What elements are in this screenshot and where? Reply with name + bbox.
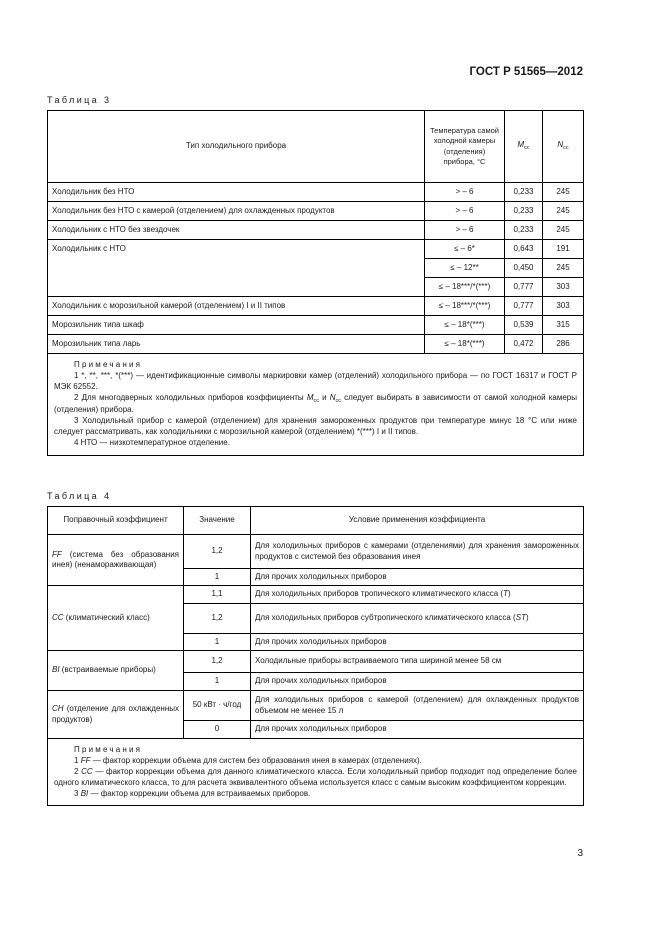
text-fragment: ) [507, 589, 511, 599]
table-cell: Для прочих холодильных приборов [251, 569, 584, 586]
text-fragment: CH [52, 704, 64, 714]
text-fragment: CC [52, 612, 64, 622]
table-cell: 0,472 [505, 335, 543, 354]
text-fragment: M [306, 392, 314, 402]
table-row [48, 221, 584, 240]
table-cell: 303 [543, 297, 584, 316]
document-code: ГОСТ Р 51565—2012 [469, 66, 583, 78]
table-cell: Холодильник без НТО с камерой (отделением) для охлажденных продуктов [48, 202, 425, 221]
table-4 [47, 506, 584, 806]
table3-notes-row [48, 354, 584, 456]
text-fragment: — фактор коррекции объема для данного климатического класса. Если холодильный прибор подходит под определение более одного климатического класса, то для расчета эквивалентного объема используется класс с самым высоким коэффициентом коррекции. [54, 766, 577, 787]
table3-notes [48, 354, 584, 456]
coef-ff [48, 535, 184, 586]
text-fragment: cc [563, 145, 569, 152]
table3-header-type: Тип холодильного прибора [48, 111, 425, 183]
table-cell: Холодильник с морозильной камерой (отделением) I и II типов [48, 297, 425, 316]
text-fragment: BI [52, 665, 60, 675]
text-fragment: M [517, 140, 525, 150]
table-cell: ≤ – 18***/*(***) [425, 278, 505, 297]
table-cell: 0,643 [505, 240, 543, 259]
table-cell: ≤ – 12** [425, 259, 505, 278]
text-fragment: (климатический класс) [65, 612, 150, 622]
table-cell: ≤ – 18***/*(***) [425, 297, 505, 316]
table4-note-1 [54, 756, 577, 767]
page-number: 3 [577, 848, 583, 859]
table3-header-n [543, 111, 584, 183]
text-fragment: N [329, 392, 336, 402]
table-cell: 0,777 [505, 297, 543, 316]
table-cell: 1 [184, 569, 251, 586]
table-cell: 0,777 [505, 278, 543, 297]
table4-notes-row [48, 739, 584, 806]
table4-note-2 [54, 767, 577, 789]
table-row [48, 297, 584, 316]
table-cell: Холодильные приборы встраиваемого типа шириной менее 58 см [251, 651, 584, 673]
text-fragment: (встраиваемые приборы) [61, 665, 156, 675]
table-cell: 286 [543, 335, 584, 354]
table-cell: 0,233 [505, 221, 543, 240]
table-cell: Холодильник с НТО без звездочек [48, 221, 425, 240]
text-fragment: N [557, 140, 564, 150]
table-cell: Холодильник с НТО [48, 240, 425, 297]
table-row [48, 535, 584, 569]
table-cell: 1,1 [184, 586, 251, 604]
table4-header-row [48, 507, 584, 535]
text-fragment: 3 [74, 788, 79, 798]
text-fragment: T [503, 589, 508, 599]
table-cell: ≤ – 18*(***) [425, 335, 505, 354]
table4-notes [48, 739, 584, 806]
table-cell: 0,450 [505, 259, 543, 278]
text-fragment: и [322, 392, 327, 402]
table4-header-value: Значение [184, 507, 251, 535]
text-fragment: 2 Для многодверных холодильных приборов коэффициенты [74, 392, 304, 402]
table4-header-condition: Условие применения коэффициента [251, 507, 584, 535]
text-fragment: FF [80, 755, 91, 765]
text-fragment: cc [524, 145, 530, 152]
table-cell: > – 6 [425, 221, 505, 240]
text-fragment: Для холодильных приборов субтропического климатического класса ( [255, 613, 516, 623]
text-fragment: (система без образования инея) (ненамораживающая) [52, 549, 179, 569]
table-cell: Для прочих холодильных приборов [251, 721, 584, 739]
text-fragment: 1 [74, 755, 79, 765]
table-cell: 245 [543, 202, 584, 221]
table-cell: Холодильник без НТО [48, 183, 425, 202]
text-fragment: FF [52, 549, 62, 559]
table-cell: 1 [184, 634, 251, 651]
table4-header-coef: Поправочный коэффициент [48, 507, 184, 535]
table-row [48, 586, 584, 604]
text-fragment: Для холодильных приборов тропического климатического класса ( [255, 589, 504, 599]
coef-cc [48, 586, 184, 651]
table-row [48, 691, 584, 721]
table3-caption: Таблица 3 [47, 95, 112, 105]
table-cell: > – 6 [425, 183, 505, 202]
table-3 [47, 110, 584, 456]
table-cell: 1,2 [184, 651, 251, 673]
table-row [48, 183, 584, 202]
table3-note-2 [54, 393, 577, 416]
table-row [48, 335, 584, 354]
table-cell: 0,233 [505, 202, 543, 221]
table-cell [251, 586, 584, 604]
text-fragment: — фактор коррекции объема для систем без образования инея в камерах (отделениях). [92, 755, 422, 765]
table-cell [251, 634, 584, 651]
table4-caption: Таблица 4 [47, 491, 112, 501]
table-cell: 1,2 [184, 535, 251, 569]
text-fragment: — фактор коррекции объема для встраиваемых приборов. [90, 788, 311, 798]
table-cell: 0 [184, 721, 251, 739]
text-fragment: следует выбирать в зависимости от самой холодной камеры (отделения) прибора. [54, 392, 577, 415]
table-cell: Для холодильных приборов с камерами (отделениями) для хранения замороженных продуктов с системой без образования инея [251, 535, 584, 569]
table4-notes-heading: Примечания [74, 745, 143, 754]
table-cell: 315 [543, 316, 584, 335]
text-fragment: ) [525, 613, 529, 623]
table-cell: Для прочих холодильных приборов [251, 673, 584, 691]
table3-note-4: 4 НТО — низкотемпературное отделение. [74, 437, 230, 447]
table3-notes-heading: Примечания [74, 360, 143, 369]
text-fragment: ST [515, 613, 526, 623]
table-cell: ≤ – 18*(***) [425, 316, 505, 335]
table-cell: Морозильник типа шкаф [48, 316, 425, 335]
table-cell: 191 [543, 240, 584, 259]
text-fragment: cc [313, 397, 319, 404]
table-row [48, 240, 584, 259]
table-cell [251, 604, 584, 634]
table-cell: ≤ – 6* [425, 240, 505, 259]
table-cell: 245 [543, 259, 584, 278]
table-cell: 245 [543, 183, 584, 202]
table3-header-row [48, 111, 584, 183]
table-cell: 1,2 [184, 604, 251, 634]
table-row [48, 202, 584, 221]
table3-note-1: 1 *, **, ***, *(***) — идентификационные символы маркировки камер (отделений) холодильного прибора — по ГОСТ 16317 и ГОСТ Р МЭК 62552. [54, 370, 577, 391]
table-cell: Для холодильных приборов с камерой (отделением) для охлажденных продуктов объемом не менее 15 л [251, 691, 584, 721]
text-fragment: cc [335, 397, 342, 404]
table-cell: 0,233 [505, 183, 543, 202]
table-cell: 50 кВт · ч/год [184, 691, 251, 721]
table4-note-3 [54, 789, 577, 800]
text-fragment: BI [80, 788, 89, 798]
table-cell: 303 [543, 278, 584, 297]
table-row [48, 316, 584, 335]
table-row [48, 651, 584, 673]
table-cell: 0,539 [505, 316, 543, 335]
table3-header-m [505, 111, 543, 183]
coef-bi [48, 651, 184, 691]
table3-note-3: 3 Холодильный прибор с камерой (отделением) для хранения замороженных продуктов при температуре минус 18 °С или ниже следует рассматривать, как холодильники с морозильной камерой (отделением) *(***) I и II типов. [54, 415, 577, 436]
text-fragment: Для прочих холодильных приборов [255, 636, 387, 646]
text-fragment: CC [81, 766, 93, 776]
coef-ch [48, 691, 184, 739]
text-fragment: (отделение для охлажденных продуктов) [52, 704, 179, 724]
table-cell: 245 [543, 221, 584, 240]
table-cell: Морозильник типа ларь [48, 335, 425, 354]
text-fragment: 2 [74, 766, 79, 776]
table-cell: 1 [184, 673, 251, 691]
table3-header-temperature: Температура самой холодной камеры (отделения) прибора, °С [425, 111, 505, 183]
table-cell: > – 6 [425, 202, 505, 221]
